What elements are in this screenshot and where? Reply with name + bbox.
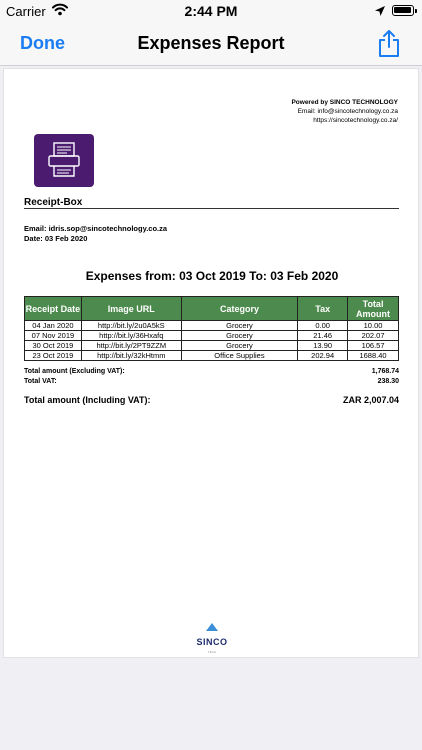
table-row: [25, 341, 399, 351]
cell-tax: 202.94: [298, 351, 348, 361]
cell-tax: 21.46: [298, 331, 348, 341]
summary-label: Total VAT:: [24, 378, 57, 385]
receipt-box-logo: [34, 134, 94, 187]
footer-brand-sub: TECH: [207, 650, 217, 654]
clock: 2:44 PM: [184, 3, 238, 19]
cell-tax: 0.00: [298, 321, 348, 331]
report-document: [3, 68, 419, 658]
table-row: [25, 351, 399, 361]
powered-by-label: Powered by SINCO TECHNOLOGY: [291, 99, 398, 106]
cell-date: 07 Nov 2019: [25, 331, 82, 341]
cell-total: 10.00: [348, 321, 399, 331]
battery-icon: [392, 5, 414, 16]
summary-value: ZAR 2,007.04: [342, 395, 399, 405]
expenses-table: [24, 296, 399, 361]
share-icon[interactable]: [377, 28, 401, 63]
report-range-heading: Expenses from: 03 Oct 2019 To: 03 Feb 2020: [85, 269, 339, 283]
cell-total: 1688.40: [348, 351, 399, 361]
sinco-mark-icon: [205, 622, 219, 632]
powered-by-email: Email: info@sincotechnology.co.za: [297, 108, 398, 115]
page-title: Expenses Report: [137, 33, 285, 53]
cell-url[interactable]: http://bit.ly/2PT9ZZM: [81, 341, 181, 351]
table-row: [25, 331, 399, 341]
cell-tax: 13.90: [298, 341, 348, 351]
column-header-receipt-date: Receipt Date: [25, 297, 82, 321]
report-email: Email: idris.sop@sincotechnology.co.za: [24, 224, 168, 233]
report-date: Date: 03 Feb 2020: [24, 234, 88, 243]
cell-url[interactable]: http://bit.ly/32kHtmm: [81, 351, 181, 361]
sinco-footer-logo: [4, 632, 420, 654]
cell-date: 23 Oct 2019: [25, 351, 82, 361]
footer-brand: SINCO: [196, 637, 228, 647]
done-button[interactable]: Done: [20, 33, 65, 53]
column-header-category: Category: [181, 297, 298, 321]
summary-label: Total amount (Including VAT):: [24, 395, 151, 405]
column-header-image-url: Image URL: [81, 297, 181, 321]
company-name: Receipt-Box: [24, 197, 83, 208]
divider: [24, 208, 399, 209]
cell-url[interactable]: http://bit.ly/36Hxafq: [81, 331, 181, 341]
location-arrow-icon: [374, 4, 386, 22]
cell-category: Grocery: [181, 331, 298, 341]
carrier-label: Carrier: [6, 4, 46, 19]
cell-date: 30 Oct 2019: [25, 341, 82, 351]
receipt-document-icon: [48, 142, 80, 178]
summary-label: Total amount (Excluding VAT):: [24, 368, 125, 375]
cell-category: Office Supplies: [181, 351, 298, 361]
summary-value: 1,768.74: [371, 368, 399, 375]
cell-category: Grocery: [181, 341, 298, 351]
powered-by-url: https://sincotechnology.co.za/: [313, 117, 398, 124]
navigation-bar: [0, 22, 422, 66]
cell-total: 106.57: [348, 341, 399, 351]
column-header-tax: Tax: [298, 297, 348, 321]
column-header-total-amount: Total Amount: [348, 297, 399, 321]
powered-by-block: [291, 98, 398, 125]
summary-value: 238.30: [377, 378, 399, 385]
table-row: [25, 321, 399, 331]
cell-category: Grocery: [181, 321, 298, 331]
cell-date: 04 Jan 2020: [25, 321, 82, 331]
status-bar: [0, 0, 422, 22]
cell-url[interactable]: http://bit.ly/2u0A5kS: [81, 321, 181, 331]
cell-total: 202.07: [348, 331, 399, 341]
table-header-row: [25, 297, 399, 321]
